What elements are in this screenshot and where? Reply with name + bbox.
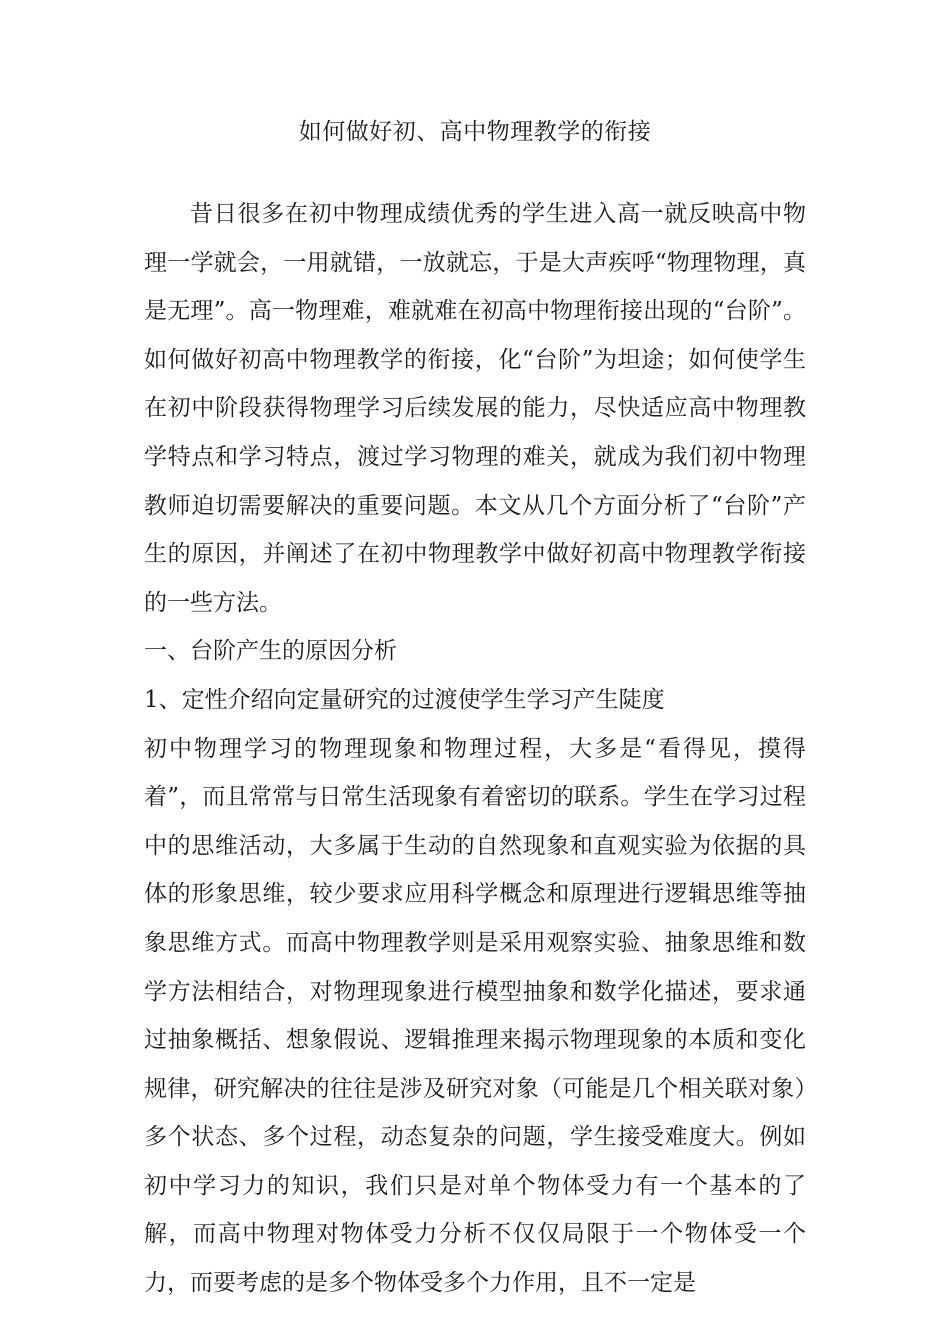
- document-body: [144, 190, 806, 1308]
- subsection-paragraph: 初中物理学习的物理现象和物理过程，大多是“看得见，摸得着”，而且常常与日常生活现象有着密切的联系。学生在学习过程中的思维活动，大多属于生动的自然现象和直观实验为依据的具体的形象思维，较少要求应用科学概念和原理进行逻辑思维等抽象思维方式。而高中物理教学则是采用观察实验、抽象思维和数学方法相结合，对物理现象进行模型抽象和数学化描述，要求通过抽象概括、想象假说、逻辑推理来揭示物理现象的本质和变化规律，研究解决的往往是涉及研究对象（可能是几个相关联对象）多个状态、多个过程，动态复杂的问题，学生接受难度大。例如初中学习力的知识，我们只是对单个物体受力有一个基本的了解，而高中物理对物体受力分析不仅仅局限于一个物体受一个力，而要考虑的是多个物体受多个力作用，且不一定是: [144, 735, 806, 1297]
- intro-paragraph: 昔日很多在初中物理成绩优秀的学生进入高一就反映高中物理一学就会，一用就错，一放就忘，于是大声疾呼“物理物理，真是无理”。高一物理难，难就难在初高中物理衔接出现的“台阶”。如何做好初高中物理教学的衔接，化“台阶”为坦途；如何使学生在初中阶段获得物理学习后续发展的能力，尽快适应高中物理教学特点和学习特点，渡过学习物理的难关，就成为我们初中物理教师迫切需要解决的重要问题。本文从几个方面分析了“台阶”产生的原因，并阐述了在初中物理教学中做好初高中物理教学衔接的一些方法。: [144, 201, 806, 616]
- section-heading: 一、台阶产生的原因分析: [144, 638, 397, 665]
- subsection-heading: 1、定性介绍向定量研究的过渡使学生学习产生陡度: [144, 686, 665, 713]
- document-title: 如何做好初、高中物理教学的衔接: [298, 119, 652, 145]
